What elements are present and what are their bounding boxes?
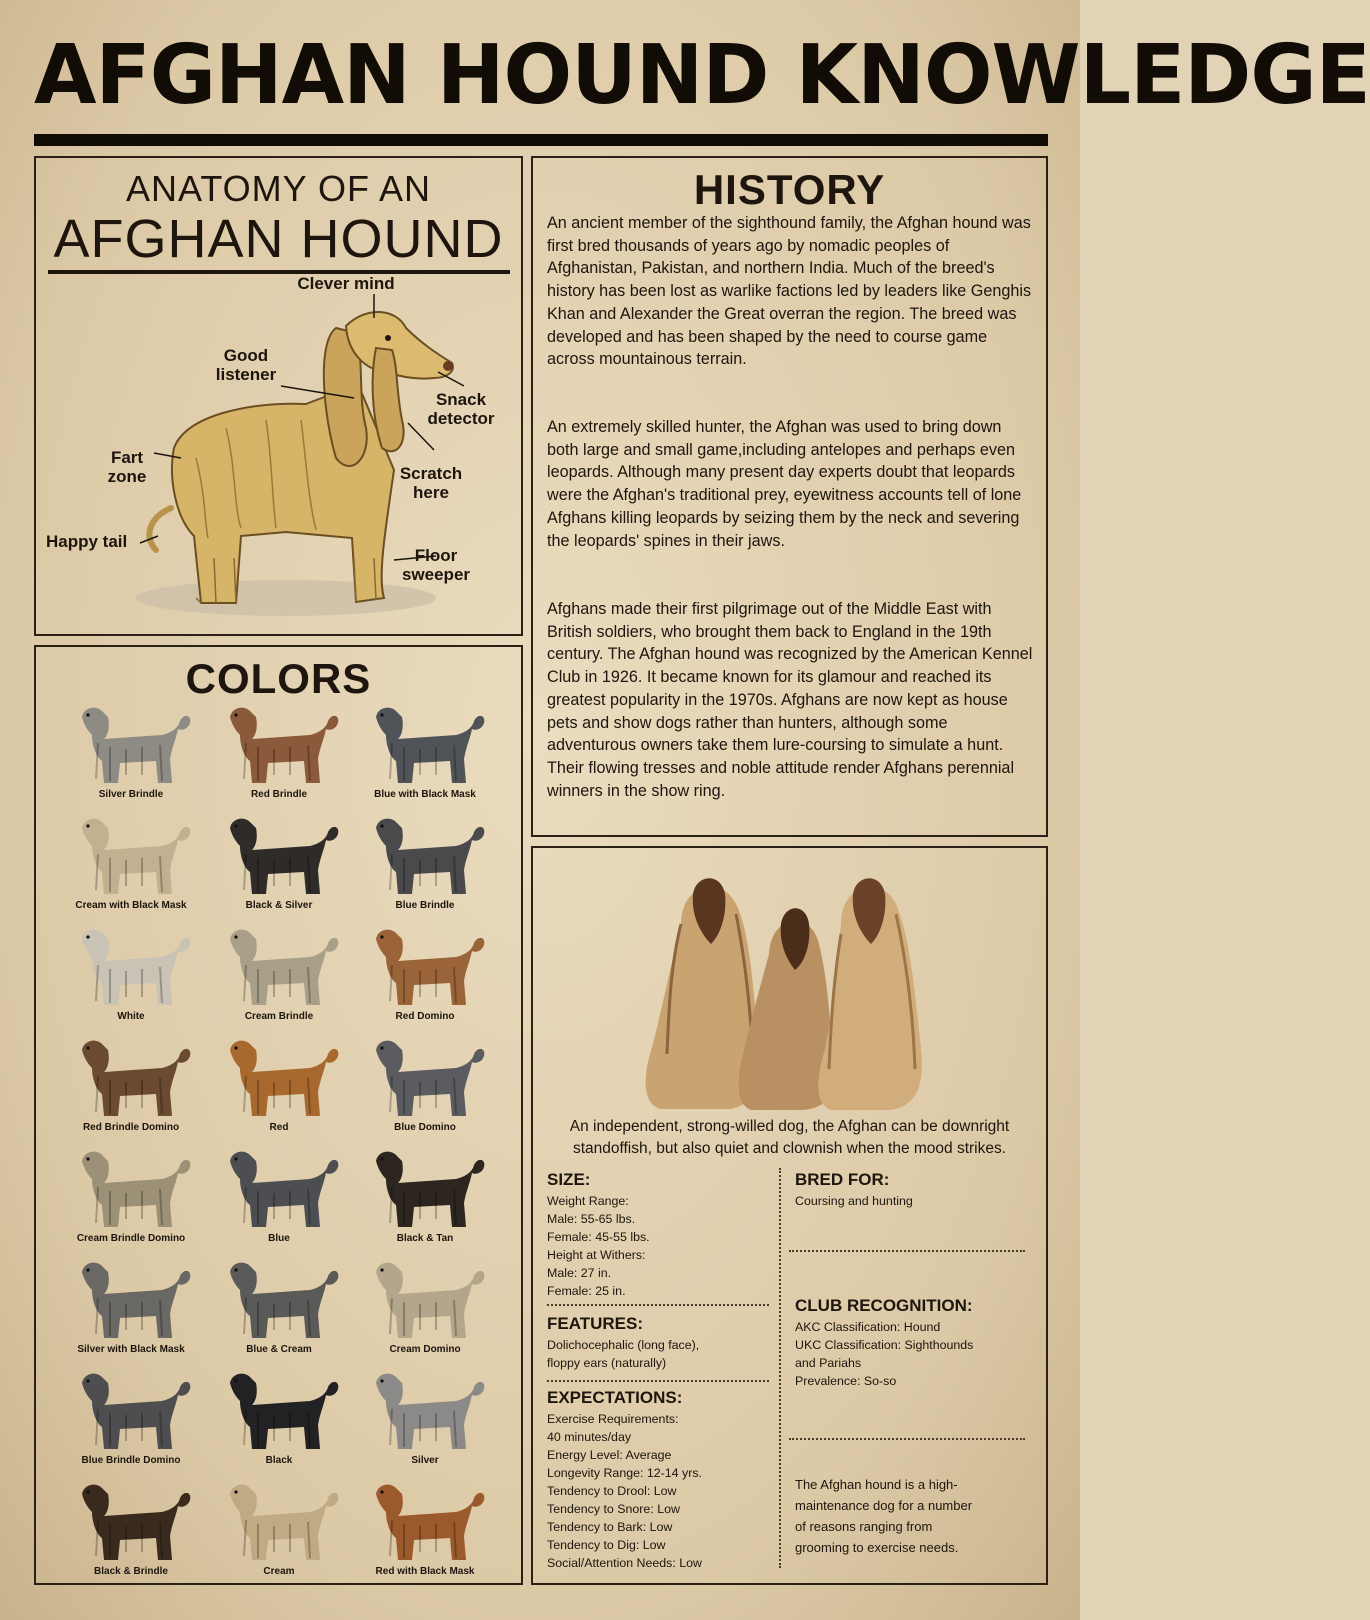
color-swatch [56,1365,206,1475]
page-title: AFGHAN HOUND KNOWLEDGE [34,28,1370,123]
color-name: Silver Brindle [98,789,164,800]
hound-silhouette-icon [368,1032,488,1120]
hound-silhouette-icon [74,810,194,898]
club-recognition-heading: CLUB RECOGNITION: [795,1296,973,1315]
hound-silhouette-icon [74,1032,194,1120]
hound-silhouette-icon [368,810,488,898]
color-name: Blue with Black Mask [374,789,476,800]
color-swatch [56,1254,206,1364]
label-snack-detector: Snack detector [427,390,495,428]
color-name: Black & Silver [245,900,313,911]
color-swatch [350,810,500,920]
maintenance-note: The Afghan hound is a high- maintenance dog for a number of reasons ranging from grooming to exercise needs. [795,1477,973,1555]
label-good-listener: Good listener [215,346,277,384]
hound-silhouette-icon [222,921,342,1009]
color-swatch [350,1254,500,1364]
color-name: Red Brindle Domino [82,1122,180,1133]
color-swatch [204,921,354,1031]
expectations-details: Exercise Requirements: 40 minutes/day Energy Level: Average Longevity Range: 12-14 yrs. Tendency to Drool: Low Tendency to Snore: Low Tendency to Bark: Low Tendency to Dig: Low Social/Attention Needs: Low [547,1412,702,1570]
color-swatch [350,1365,500,1475]
hound-silhouette-icon [222,1365,342,1453]
color-swatch [350,699,500,809]
hound-silhouette-icon [74,1143,194,1231]
hound-silhouette-icon [74,1254,194,1342]
hound-silhouette-icon [222,1254,342,1342]
colors-heading: COLORS [185,655,372,702]
color-name: Cream with Black Mask [75,900,187,911]
divider-bred-club [789,1250,1025,1252]
hound-silhouette-icon [74,1476,194,1564]
history-paragraph-3: Afghans made their first pilgrimage out of the Middle East with British soldiers, who brought them back to England in the 19th century. The Afghan hound was recognized by the American Kennel Club in 1926. It became known for its glamour and reached its greatest popularity in the 1970s. Afghans are now kept as house pets and show dogs rather than hunters, although some adventurous owners take them lure-coursing to simulate a hunt. Their flowing tresses and noble attitude render Afghans perennial winners in the show ring. [547,600,1033,800]
color-swatch [204,1032,354,1142]
hound-silhouette-icon [222,1143,342,1231]
hound-silhouette-icon [222,699,342,787]
size-details: Weight Range: Male: 55-65 lbs. Female: 45-55 lbs. Height at Withers: Male: 27 in. Female: 25 in. [547,1194,650,1298]
divider-size-features [547,1304,769,1306]
color-swatch [56,1143,206,1253]
colors-panel [34,645,523,1585]
color-swatch [56,699,206,809]
label-happy-tail: Happy tail [46,532,128,551]
anatomy-heading-line1: ANATOMY OF AN [125,168,432,209]
divider-features-expectations [547,1380,769,1382]
features-heading: FEATURES: [547,1314,644,1333]
hound-silhouette-icon [368,1476,488,1564]
color-name: Cream Domino [389,1344,461,1355]
color-name: Blue Brindle Domino [81,1455,181,1466]
hound-silhouette-icon [222,810,342,898]
hound-silhouette-icon [74,699,194,787]
color-name: Red Brindle [250,789,308,800]
info-panel [531,846,1048,1585]
history-paragraph-1: An ancient member of the sighthound family, the Afghan hound was first bred thousands of years ago by nomadic peoples of Afghanistan, Pakistan, and northern India. Much of the breed's history has been lost as warlike factions led by leaders like Genghis Khan and Alexander the Great overran the region. The breed was developed and has been shaped by the need to course game across mountainous terrain. [547,214,1032,369]
color-swatch [56,1032,206,1142]
history-paragraph-2: An extremely skilled hunter, the Afghan was used to bring down both large and small game,including antelopes and perhaps even leopards. Although many present day experts doubt that leopards were the Afghan's traditional prey, eyewitness accounts tell of lone Afghans killing leopards by seizing them by the neck and severing the leopards' spines in their jaws. [547,418,1022,550]
bred-for-heading: BRED FOR: [795,1170,890,1189]
color-swatch [350,921,500,1031]
label-clever-mind: Clever mind [297,274,395,293]
hound-silhouette-icon [368,921,488,1009]
anatomy-heading-line2: AFGHAN HOUND [53,209,504,269]
size-heading: SIZE: [547,1170,591,1189]
color-swatch [56,921,206,1031]
divider-club-note [789,1438,1025,1440]
color-name: Red [269,1122,289,1133]
label-fart-zone: Fart zone [107,448,147,486]
color-swatch [204,810,354,920]
expectations-heading: EXPECTATIONS: [547,1388,683,1407]
hound-silhouette-icon [368,1254,488,1342]
color-swatch [350,1143,500,1253]
hound-silhouette-icon [74,921,194,1009]
color-name: Red Domino [395,1011,455,1022]
hound-silhouette-icon [368,1365,488,1453]
color-swatch [204,1476,354,1586]
color-name: Black [265,1455,293,1466]
info-column-divider [779,1168,781,1568]
color-name: Cream Brindle Domino [76,1233,186,1244]
hound-silhouette-icon [74,1365,194,1453]
label-scratch-here: Scratch here [399,464,463,502]
color-name: Black & Tan [396,1233,454,1244]
hound-silhouette-icon [222,1032,342,1120]
history-heading: HISTORY [693,166,886,213]
color-swatch [204,1143,354,1253]
color-swatch [56,810,206,920]
hound-silhouette-icon [368,699,488,787]
title-rule [34,134,1048,146]
color-name: Silver [411,1455,439,1466]
anatomy-panel [34,156,523,636]
club-recognition-details: AKC Classification: Hound UKC Classification: Sighthounds and Pariahs Prevalence: So-so [795,1320,974,1388]
color-swatch [350,1032,500,1142]
color-name: Blue & Cream [246,1344,312,1355]
history-panel [531,156,1048,837]
color-name: Blue Domino [394,1122,456,1133]
hound-silhouette-icon [222,1476,342,1564]
color-name: Blue [268,1233,290,1244]
color-swatch [204,1365,354,1475]
color-name: Blue Brindle [395,900,455,911]
features-details: Dolichocephalic (long face), floppy ears (naturally) [547,1338,700,1370]
bred-for-details: Coursing and hunting [795,1194,913,1208]
color-name: White [117,1011,145,1022]
color-name: Cream Brindle [244,1011,314,1022]
color-swatch [350,1476,500,1586]
hound-silhouette-icon [368,1143,488,1231]
three-dogs-photo [641,854,941,1114]
dogs-caption: An independent, strong-willed dog, the Afghan can be downright standoffish, but also quiet and clownish when the mood strikes. [569,1118,1010,1157]
color-swatch [204,699,354,809]
color-name: Silver with Black Mask [77,1344,185,1355]
color-swatch [56,1476,206,1586]
color-name: Cream [263,1566,295,1577]
color-name: Red with Black Mask [375,1566,475,1577]
color-name: Black & Brindle [94,1566,168,1577]
label-floor-sweeper: Floor sweeper [401,546,471,584]
color-swatch [204,1254,354,1364]
